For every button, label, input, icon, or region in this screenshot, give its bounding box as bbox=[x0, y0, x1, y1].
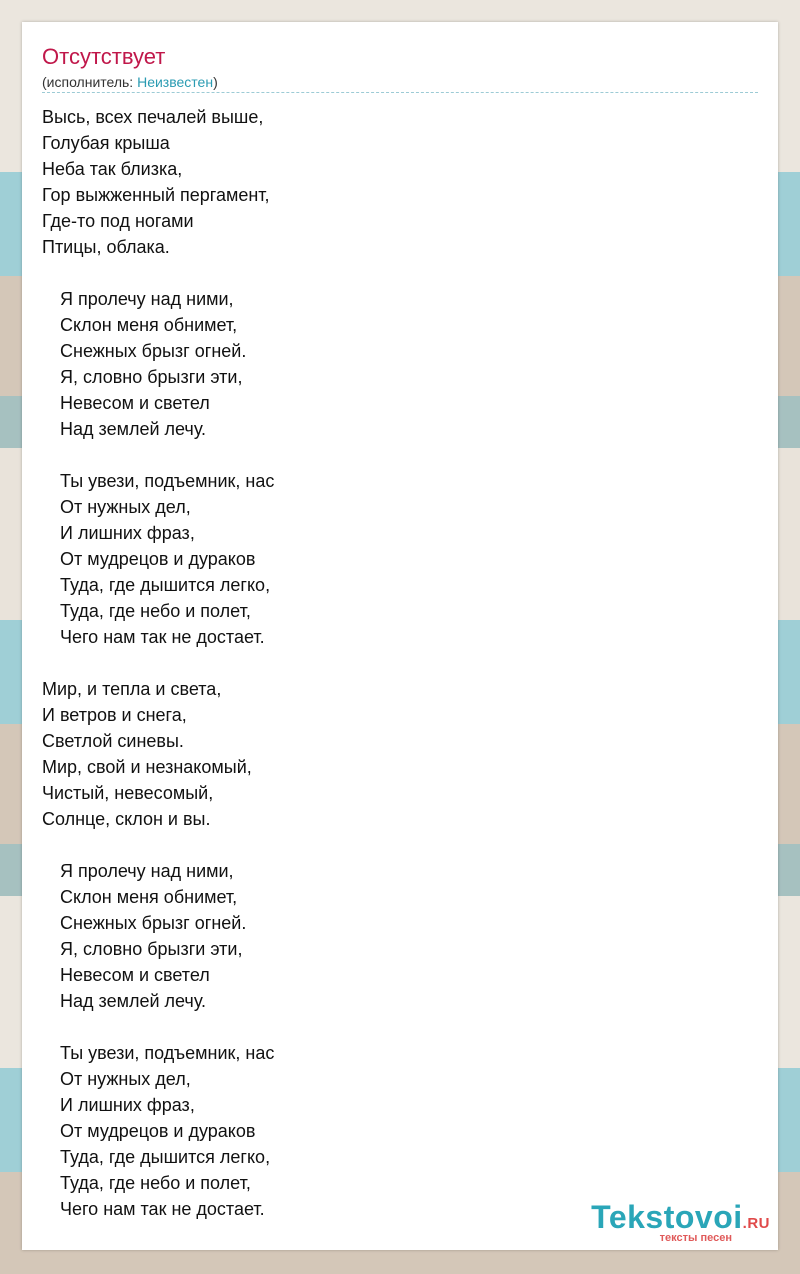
lyric-line: Я пролечу над ними, bbox=[60, 289, 234, 309]
lyric-line: От нужных дел, bbox=[60, 497, 191, 517]
lyric-line: Голубая крыша bbox=[42, 133, 170, 153]
song-title: Отсутствует bbox=[42, 44, 166, 69]
artist-prefix: (исполнитель: bbox=[42, 74, 138, 90]
lyric-line: Я, словно брызги эти, bbox=[60, 939, 243, 959]
lyric-line: Светлой синевы. bbox=[42, 731, 184, 751]
lyric-line: И ветров и снега, bbox=[42, 705, 187, 725]
lyrics-body bbox=[42, 104, 758, 1248]
stanza bbox=[42, 1040, 758, 1222]
lyric-line: Где-то под ногами bbox=[42, 211, 194, 231]
logo-main-text: Tekstovoi bbox=[591, 1199, 743, 1235]
lyric-line: Склон меня обнимет, bbox=[60, 887, 238, 907]
stanza bbox=[42, 676, 758, 832]
lyric-line: От нужных дел, bbox=[60, 1069, 191, 1089]
lyric-line: От мудрецов и дураков bbox=[60, 549, 256, 569]
lyric-line: Высь, всех печалей выше, bbox=[42, 107, 264, 127]
lyric-line: Над землей лечу. bbox=[60, 419, 207, 439]
site-logo[interactable] bbox=[540, 1200, 770, 1246]
lyric-line: Снежных брызг огней. bbox=[60, 913, 247, 933]
lyric-line: Чего нам так не достает. bbox=[60, 627, 265, 647]
stanza bbox=[42, 468, 758, 650]
logo-tld: .RU bbox=[742, 1215, 770, 1232]
lyric-line: Я, словно брызги эти, bbox=[60, 367, 243, 387]
lyric-line: Мир, и тепла и света, bbox=[42, 679, 222, 699]
lyric-line: И лишних фраз, bbox=[60, 1095, 195, 1115]
lyric-line: Невесом и светел bbox=[60, 965, 210, 985]
lyric-line: Склон меня обнимет, bbox=[60, 315, 238, 335]
artist-line bbox=[42, 73, 218, 91]
lyric-line: Птицы, облака. bbox=[42, 237, 170, 257]
lyric-line: Чего нам так не достает. bbox=[60, 1199, 265, 1219]
lyric-line: Невесом и светел bbox=[60, 393, 210, 413]
stanza bbox=[42, 286, 758, 442]
lyric-line: Ты увези, подъемник, нас bbox=[60, 1043, 275, 1063]
lyric-line: Солнце, склон и вы. bbox=[42, 809, 211, 829]
lyric-line: Туда, где небо и полет, bbox=[60, 601, 251, 621]
lyric-line: Неба так близка, bbox=[42, 159, 183, 179]
lyric-line: Я пролечу над ними, bbox=[60, 861, 234, 881]
lyric-line: От мудрецов и дураков bbox=[60, 1121, 256, 1141]
artist-link[interactable]: Неизвестен bbox=[137, 74, 214, 90]
stanza bbox=[42, 858, 758, 1014]
lyrics-card bbox=[22, 22, 778, 1250]
lyric-line: Над землей лечу. bbox=[60, 991, 207, 1011]
title-divider bbox=[42, 92, 758, 93]
lyric-line: Туда, где дышится легко, bbox=[60, 575, 271, 595]
lyric-line: Снежных брызг огней. bbox=[60, 341, 247, 361]
logo-subtitle: тексты песен bbox=[659, 1232, 732, 1244]
artist-suffix: ) bbox=[213, 74, 218, 90]
lyric-line: Мир, свой и незнакомый, bbox=[42, 757, 252, 777]
lyric-line: Ты увези, подъемник, нас bbox=[60, 471, 275, 491]
lyric-line: Гор выжженный пергамент, bbox=[42, 185, 270, 205]
lyric-line: Чистый, невесомый, bbox=[42, 783, 214, 803]
stanza bbox=[42, 104, 758, 260]
lyric-line: Туда, где небо и полет, bbox=[60, 1173, 251, 1193]
lyric-line: И лишних фраз, bbox=[60, 523, 195, 543]
lyric-line: Туда, где дышится легко, bbox=[60, 1147, 271, 1167]
